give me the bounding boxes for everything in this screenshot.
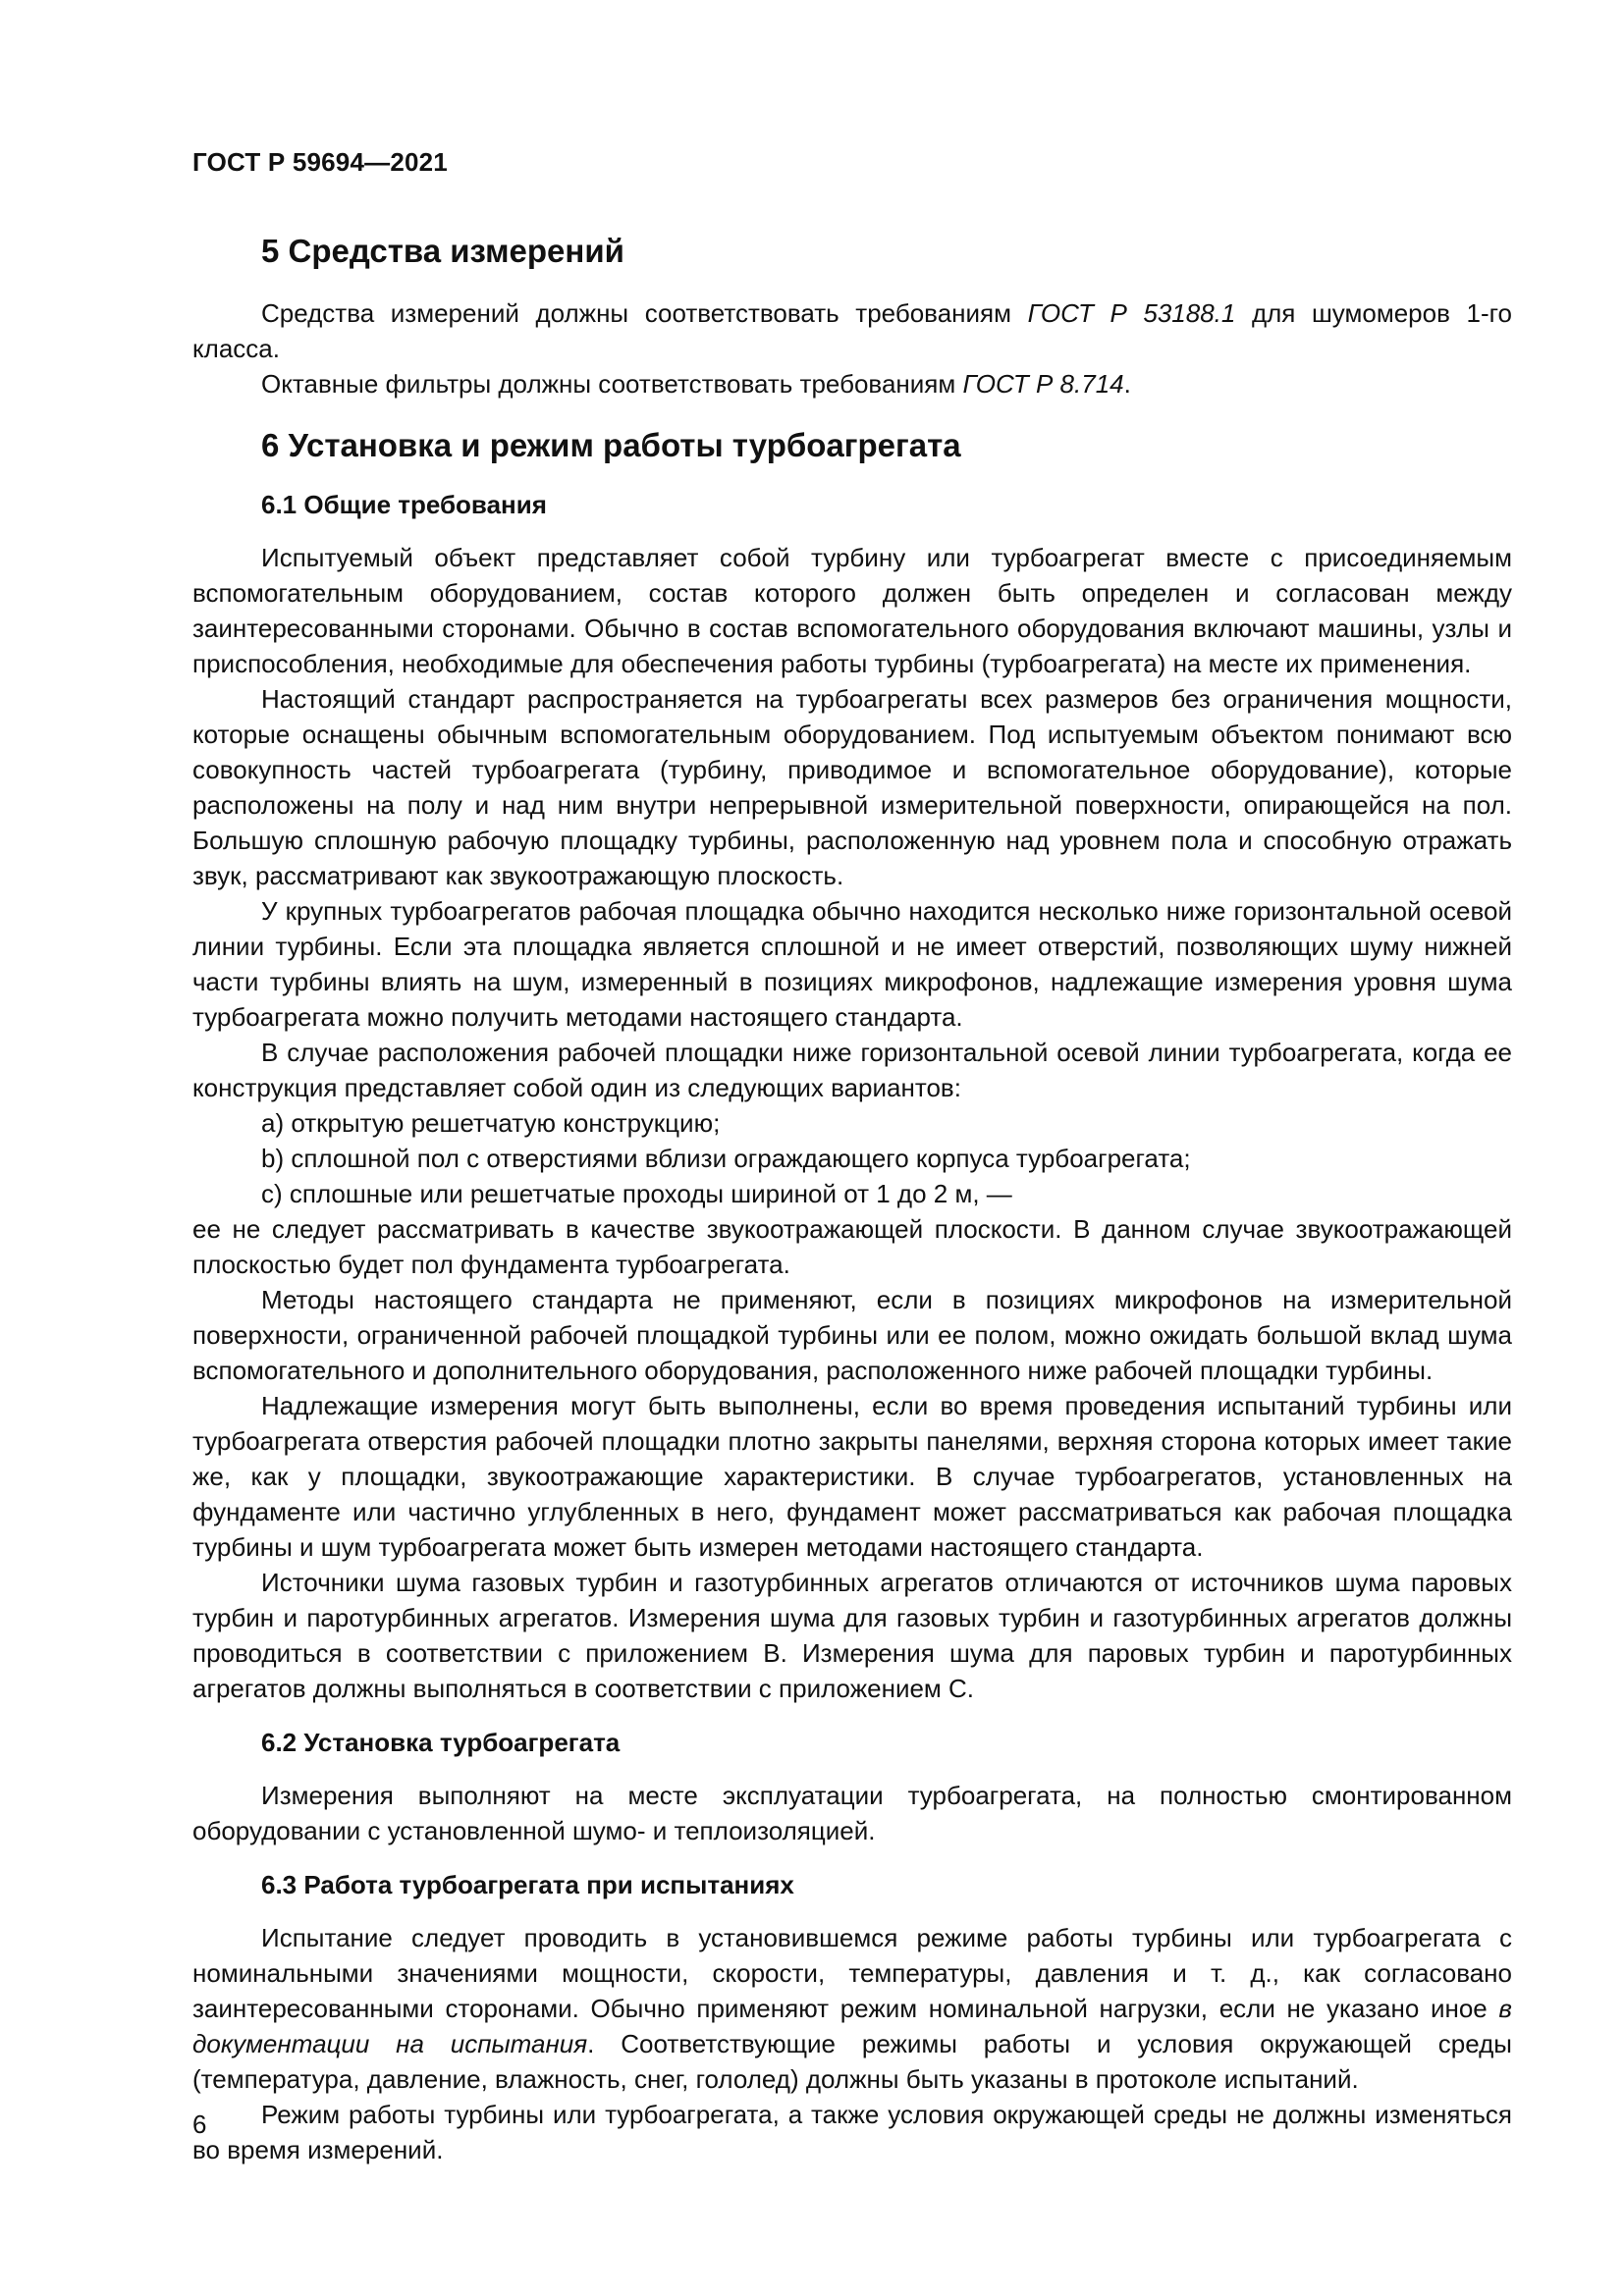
paragraph: Настоящий стандарт распространяется на турбоагрегаты всех размеров без ограничения мощности, которые оснащены обычным вспомогательным оборудованием. Под испытуемым объектом понимают всю совокупность частей турбоагрегата (турбину, приводимое и вспомогательное оборудование), которые расположены на полу и над ним внутри непрерывной измерительной поверхности, опирающейся на пол. Большую сплошную рабочую площадку турбины, расположенную над уровнем пола и способную отражать звук, рассматривают как звукоотражающую плоскость. (192, 684, 1512, 890)
text-run: Октавные фильтры должны соответствовать требованиям (261, 369, 963, 399)
paragraph: Режим работы турбины или турбоагрегата, а также условия окружающей среды не должны изменяться во время измерений. (192, 2100, 1512, 2164)
subsection-6-1-title: 6.1 Общие требования (261, 490, 547, 519)
subsection-6-3-title: 6.3 Работа турбоагрегата при испытаниях (261, 1870, 794, 1899)
list-item-a: a) открытую решетчатую конструкцию; (261, 1108, 721, 1138)
document-page (192, 147, 1512, 2167)
emphasis: в документации на испытания (192, 1994, 1512, 2058)
text-run: Испытание следует проводить в установившемся режиме работы турбины или турбоагрегата с номинальными значениями мощности, скорости, температуры, давления и т. д., как согласовано заинтересованными сторонами. Обычно применяют режим номинальной нагрузки, если не указано иное (192, 1923, 1512, 2023)
standard-reference: ГОСТ Р 53188.1 (1027, 298, 1236, 328)
list-item-c: c) сплошные или решетчатые проходы шириной от 1 до 2 м, — (261, 1179, 1012, 1208)
section-5-paragraph-1 (192, 295, 1512, 366)
paragraph (192, 1920, 1512, 2097)
paragraph: В случае расположения рабочей площадки ниже горизонтальной осевой линии турбоагрегата, когда ее конструкция представляет собой один из следующих вариантов: (192, 1038, 1512, 1102)
text-run: . (1123, 369, 1131, 399)
paragraph: ее не следует рассматривать в качестве звукоотражающей плоскости. В данном случае звукоотражающей плоскостью будет пол фундамента турбоагрегата. (192, 1214, 1512, 1279)
list-item-b: b) сплошной пол с отверстиями вблизи ограждающего корпуса турбоагрегата; (261, 1144, 1191, 1173)
text-run: Средства измерений должны соответствовать требованиям (261, 298, 1028, 328)
subsection-6-2-title: 6.2 Установка турбоагрегата (261, 1728, 621, 1757)
page-number: 6 (192, 2109, 207, 2139)
standard-reference: ГОСТ Р 8.714 (962, 369, 1124, 399)
paragraph: Испытуемый объект представляет собой турбину или турбоагрегат вместе с присоединяемым вспомогательным оборудованием, состав которого должен быть определен и согласован между заинтересованными сторонами. Обычно в состав вспомогательного оборудования включают машины, узлы и приспособления, необходимые для обеспечения работы турбины (турбоагрегата) на месте их применения. (192, 543, 1512, 678)
paragraph: Методы настоящего стандарта не применяют, если в позициях микрофонов на измерительной поверхности, ограниченной рабочей площадкой турбины или ее полом, можно ожидать большой вклад шума вспомогательного и дополнительного оборудования, расположенного ниже рабочей площадки турбины. (192, 1285, 1512, 1385)
text-run: . Соответствующие режимы работы и условия окружающей среды (температура, давление, влажность, снег, гололед) должны быть указаны в протоколе испытаний. (192, 2029, 1512, 2094)
section-5-title: 5 Средства измерений (261, 233, 624, 269)
paragraph: Источники шума газовых турбин и газотурбинных агрегатов отличаются от источников шума паровых турбин и паротурбинных агрегатов. Измерения шума для газовых турбин и газотурбинных агрегатов должны проводиться в соответствии с приложением B. Измерения шума для паровых турбин и паротурбинных агрегатов должны выполняться в соответствии с приложением C. (192, 1568, 1512, 1703)
section-6-title: 6 Установка и режим работы турбоагрегата (261, 427, 961, 463)
document-code: ГОСТ Р 59694—2021 (192, 147, 448, 177)
paragraph: Измерения выполняют на месте эксплуатации турбоагрегата, на полностью смонтированном оборудовании с установленной шумо- и теплоизоляцией. (192, 1781, 1512, 1845)
text-run: для шумомеров 1-го класса. (192, 298, 1512, 363)
section-5-paragraph-2 (192, 366, 1512, 401)
paragraph: У крупных турбоагрегатов рабочая площадка обычно находится несколько ниже горизонтальной осевой линии турбины. Если эта площадка является сплошной и не имеет отверстий, позволяющих шуму нижней части турбины влиять на шум, измеренный в позициях микрофонов, надлежащие измерения уровня шума турбоагрегата можно получить методами настоящего стандарта. (192, 896, 1512, 1032)
paragraph: Надлежащие измерения могут быть выполнены, если во время проведения испытаний турбины или турбоагрегата отверстия рабочей площадки плотно закрыты панелями, верхняя сторона которых имеет такие же, как у площадки, звукоотражающие характеристики. В случае турбоагрегатов, установленных на фундаменте или частично углубленных в него, фундамент может рассматриваться как рабочая площадка турбины и шум турбоагрегата может быть измерен методами настоящего стандарта. (192, 1391, 1512, 1562)
